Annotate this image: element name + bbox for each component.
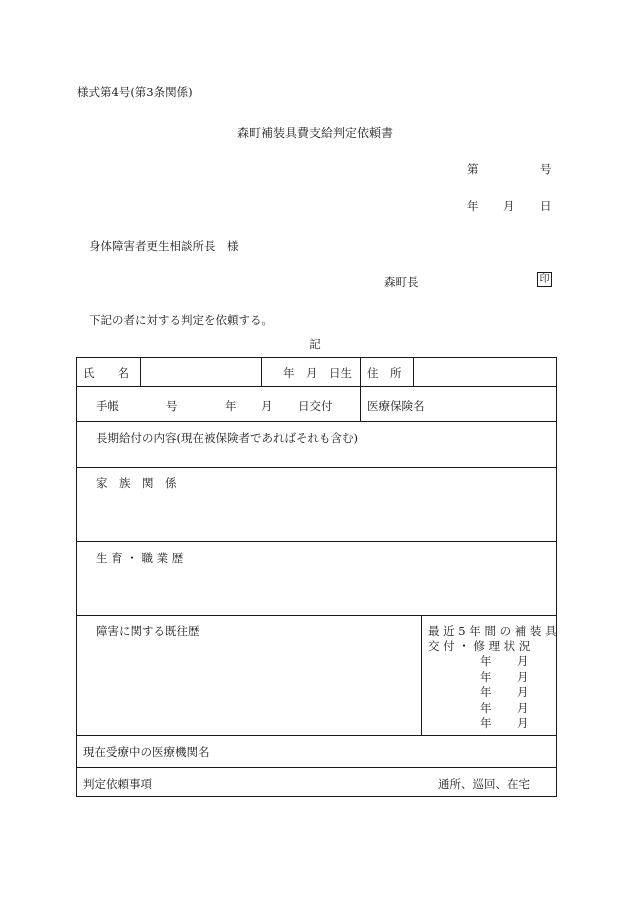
column-divider [360, 358, 361, 421]
date-month-label: 月 [503, 199, 515, 213]
row-divider [77, 735, 556, 736]
recent-month-label: 月 [517, 685, 529, 699]
sender-title: 森町長 [384, 275, 419, 289]
current-institution-label: 現在受療中の医療機関名 [83, 745, 210, 759]
column-divider [140, 358, 141, 386]
judgement-options: 通所、巡回、在宅 [438, 777, 530, 791]
techo-number-suffix: 号 [166, 399, 178, 413]
recent-year-column [480, 654, 492, 732]
techo-year-label: 年 [225, 399, 237, 413]
recent-year-label: 年 [480, 654, 492, 668]
recent-year-label: 年 [480, 685, 492, 699]
row-divider [77, 421, 556, 422]
doc-number-prefix: 第 [467, 162, 479, 176]
recent-month-column [517, 654, 529, 732]
row-divider [77, 615, 556, 616]
addressee: 身体障害者更生相談所長 様 [89, 239, 239, 253]
techo-month-label: 月 [261, 399, 273, 413]
judgement-request-label: 判定依頼事項 [83, 777, 152, 791]
family-label: 家 族 関 係 [96, 476, 177, 490]
column-divider [421, 615, 422, 735]
ki-heading: 記 [309, 337, 321, 351]
career-label: 生 育 ・ 職 業 歴 [96, 551, 184, 565]
birth-date-label: 年 月 日生 [283, 366, 352, 380]
name-label: 氏 名 [83, 366, 129, 380]
recent-month-label: 月 [517, 700, 529, 715]
column-divider [261, 358, 262, 386]
disability-history-label: 障害に関する既往歴 [96, 624, 200, 638]
row-divider [77, 386, 556, 387]
form-number: 様式第4号(第3条関係) [77, 85, 193, 99]
date-year-label: 年 [467, 199, 479, 213]
date-day-label: 日 [540, 199, 552, 213]
recent-year-label: 年 [480, 700, 492, 715]
recent-month-label: 月 [517, 654, 529, 668]
insurance-label: 医療保険名 [367, 399, 425, 413]
row-divider [77, 467, 556, 468]
recent-month-label: 月 [517, 669, 529, 684]
recent-devices-title-2: 交 付 ・ 修 理 状 況 [428, 639, 531, 653]
application-form-table [76, 357, 557, 797]
intro-text: 下記の者に対する判定を依頼する。 [89, 313, 273, 327]
techo-label: 手帳 [96, 399, 119, 413]
recent-devices-title-1: 最 近 5 年 間 の 補 装 具 [428, 624, 557, 638]
techo-issue-label: 日交付 [298, 399, 333, 413]
row-divider [77, 767, 556, 768]
recent-month-label: 月 [517, 716, 529, 730]
document-title: 森町補装具費支給判定依頼書 [236, 126, 393, 140]
seal-mark: 印 [537, 272, 552, 287]
doc-number-suffix: 号 [540, 162, 552, 176]
recent-year-label: 年 [480, 669, 492, 684]
long-term-benefit-label: 長期給付の内容(現在被保険者であればそれも含む) [96, 431, 358, 445]
row-divider [77, 541, 556, 542]
recent-year-label: 年 [480, 716, 492, 730]
column-divider [413, 358, 414, 386]
address-label: 住 所 [367, 366, 402, 380]
